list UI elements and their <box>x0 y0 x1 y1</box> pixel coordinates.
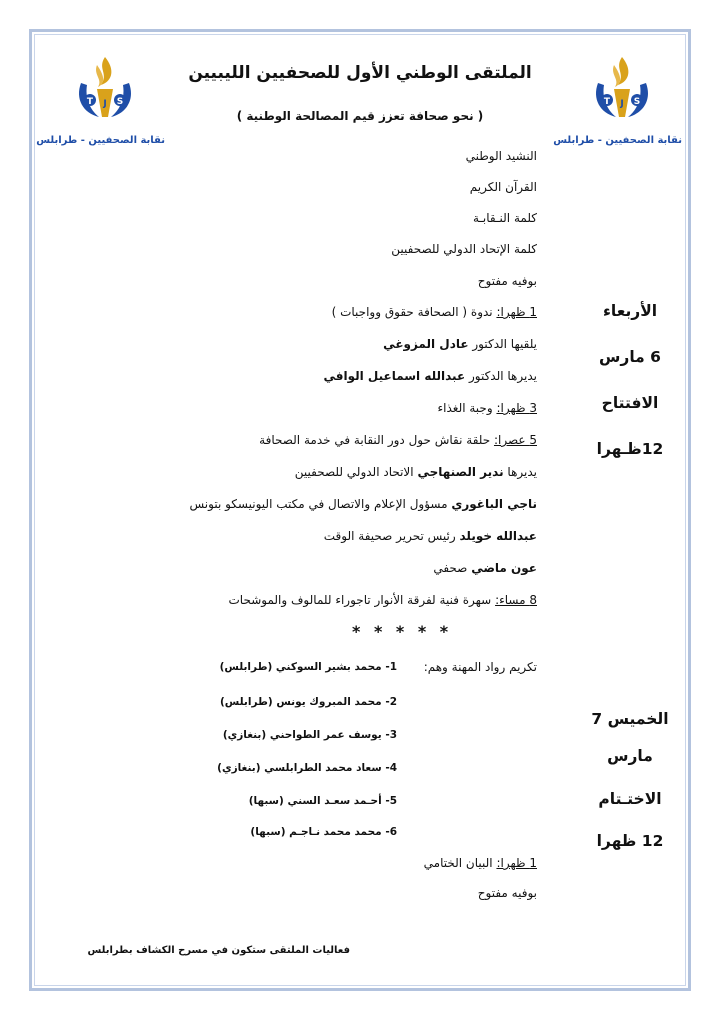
program-item <box>438 401 538 415</box>
program-item <box>478 274 537 288</box>
item-text: يديرها الدكتور <box>465 369 537 383</box>
item-time: 1 ظهرا: <box>496 856 537 870</box>
item-role: رئيس تحرير صحيفة الوقت <box>323 529 460 543</box>
day-label: الافتتاح <box>601 394 659 412</box>
program-item <box>478 886 537 900</box>
item-text: كلمة الإتحاد الدولي للصحفيين <box>391 242 537 256</box>
item-time: 5 عصرا: <box>493 433 537 447</box>
logo-letter-t: T <box>86 97 94 107</box>
item-text: بوفيه مفتوح <box>477 886 537 900</box>
day-label: الخميس 7 <box>591 710 669 728</box>
day-label: الأربعاء <box>602 302 658 320</box>
item-role: الاتحاد الدولي للصحفيين <box>294 465 418 479</box>
day-label: مارس <box>607 747 653 765</box>
torch-logo-icon <box>73 55 137 133</box>
program-item <box>332 305 537 319</box>
venue-note: فعاليات الملتقى ستكون في مسرح الكشاف بطرابلس <box>87 945 350 956</box>
logo-caption: نقابة الصحفيين - طرابلس <box>36 135 165 146</box>
item-text: سهرة فنية لفرقة الأنوار تاجوراء للمالوف والموشحات <box>228 593 496 607</box>
logo-letter-j: J <box>620 99 624 109</box>
item-person: عادل المزوغي <box>383 337 469 351</box>
day-label: 12 ظهرا <box>596 832 664 850</box>
item-person: ندير الصنهاجي <box>417 465 504 479</box>
day-label: 12ظـهرا <box>596 440 664 458</box>
program-item <box>295 465 537 479</box>
item-person: ناجي الباغوري <box>451 497 537 511</box>
page-subtitle: ( نحو صحافة تعزز قيم المصالحة الوطنية ) <box>236 109 484 123</box>
logo-letter-s: S <box>633 97 641 107</box>
item-person: عون ماضي <box>471 561 537 575</box>
item-time: 8 مساء: <box>495 593 537 607</box>
program-item <box>470 180 537 194</box>
program-item <box>323 369 537 383</box>
item-person: عبدالله اسماعيل الوافي <box>323 369 466 383</box>
item-role: صحفي <box>433 561 472 575</box>
honoree-item: 4- سعاد محمد الطرابلسي (بنغازي) <box>217 762 397 774</box>
item-text: بوفيه مفتوح <box>477 274 537 288</box>
program-item <box>433 561 537 575</box>
item-text: يلقيها الدكتور <box>468 337 537 351</box>
item-text: النشيد الوطني <box>465 149 537 163</box>
item-text: القرآن الكريم <box>469 180 537 194</box>
day-label: 6 مارس <box>599 348 661 366</box>
program-item <box>466 149 537 163</box>
logo-caption: نقابة الصحفيين - طرابلس <box>553 135 682 146</box>
section-separator: * * * * * <box>352 622 453 641</box>
item-text: كلمة النـقابـة <box>472 211 537 225</box>
program-item <box>383 337 537 351</box>
item-text: وجبة الغذاء <box>437 401 497 415</box>
union-logo-left <box>36 55 165 146</box>
page-title: الملتقى الوطني الأول للصحفيين الليبيين <box>188 63 532 83</box>
item-text: يديرها <box>503 465 537 479</box>
item-role: مسؤول الإعلام والاتصال في مكتب اليونيسكو بتونس <box>189 497 452 511</box>
union-logo-right <box>553 55 682 146</box>
program-item <box>473 211 537 225</box>
item-time: 3 ظهرا: <box>496 401 537 415</box>
logo-letter-j: J <box>103 99 107 109</box>
item-time: 1 ظهرا: <box>496 305 537 319</box>
honoree-item: 6- محمد محمد نـاجـم (سبها) <box>250 826 397 838</box>
honoree-item: 5- أحـمد سعـد السني (سبها) <box>248 795 397 807</box>
honoree-item: 1- محمد بشير السوكني (طرابلس) <box>219 661 397 673</box>
program-item <box>229 593 538 607</box>
day-label: الاختـتام <box>598 790 662 808</box>
logo-letter-t: T <box>603 97 611 107</box>
item-text: حلقة نقاش حول دور النقابة في خدمة الصحافة <box>259 433 494 447</box>
honoring-intro: تكريم رواد المهنة وهم: <box>423 660 537 674</box>
logo-letter-s: S <box>116 97 124 107</box>
program-item <box>424 856 537 870</box>
torch-logo-icon <box>590 55 654 133</box>
item-text: البيان الختامي <box>423 856 497 870</box>
honoree-item: 2- محمد المبروك يونس (طرابلس) <box>219 696 397 708</box>
program-item <box>324 529 537 543</box>
item-text: ندوة ( الصحافة حقوق وواجبات ) <box>331 305 497 319</box>
item-person: عبدالله خويلد <box>459 529 537 543</box>
program-item <box>189 497 537 511</box>
honoree-item: 3- يوسف عمر الطواحني (بنغازي) <box>222 729 397 741</box>
program-item <box>259 433 537 447</box>
program-item <box>391 242 537 256</box>
